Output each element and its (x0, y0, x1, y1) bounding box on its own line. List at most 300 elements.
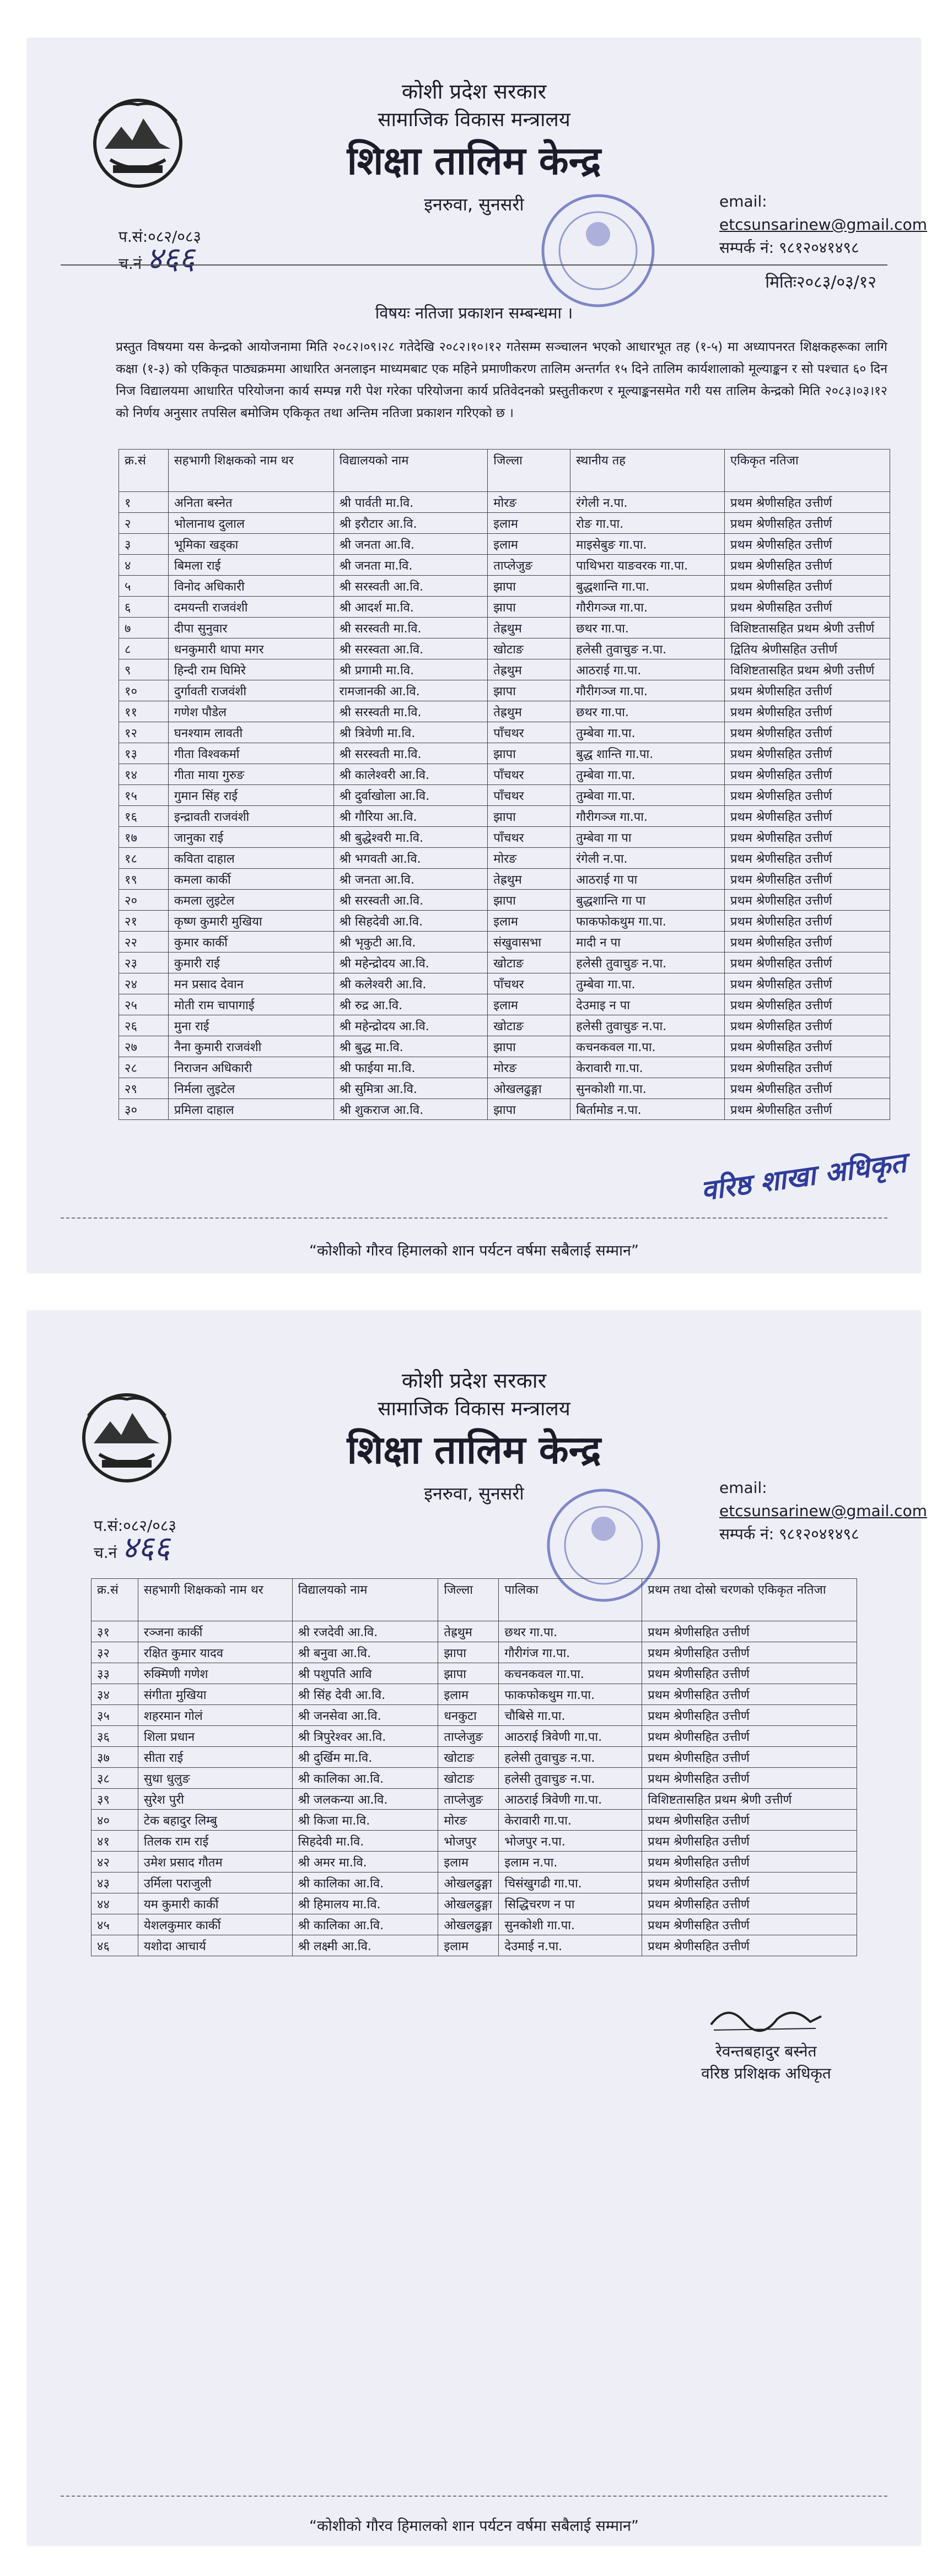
table-cell: सुनकोशी गा.पा. (570, 1078, 725, 1099)
table-cell: श्री सरस्वती मा.वि. (333, 618, 488, 638)
table-cell: प्रथम श्रेणीसहित उत्तीर्ण (642, 1852, 857, 1873)
table-cell: विशिष्टतासहित प्रथम श्रेणी उत्तीर्ण (725, 618, 890, 638)
table-row (91, 1852, 857, 1873)
table-cell: ४६ (91, 1935, 138, 1956)
table-cell: २७ (119, 1036, 169, 1057)
table-row (119, 827, 890, 848)
table-row (119, 513, 890, 534)
table-cell: सुनकोशी गा.पा. (499, 1914, 642, 1935)
table-cell: चौबिसे गा.पा. (499, 1705, 642, 1726)
table-cell: बिमला राई (168, 555, 333, 576)
table-cell: तिलक राम राई (138, 1831, 292, 1852)
table-cell: झापा (438, 1663, 499, 1684)
table-cell: देउमाइ न पा (570, 994, 725, 1015)
table-cell: प्रथम श्रेणीसहित उत्तीर्ण (725, 534, 890, 555)
table-cell: श्री जनता मा.वि. (333, 555, 488, 576)
table-cell: निर्मला लुइटेल (168, 1078, 333, 1099)
table-cell: इलाम (438, 1684, 499, 1705)
table-cell: २५ (119, 994, 169, 1015)
table-cell: टेक बहादुर लिम्बु (138, 1810, 292, 1831)
table-cell: प्रथम श्रेणीसहित उत्तीर्ण (642, 1935, 857, 1956)
table-cell: ३३ (91, 1663, 138, 1684)
signature-scribble (706, 2000, 827, 2038)
table-cell: यम कुमारी कार्की (138, 1893, 292, 1914)
table-cell: प्रथम श्रेणीसहित उत्तीर्ण (725, 722, 890, 743)
table-cell: श्री कालिका आ.वि. (292, 1768, 438, 1789)
table-cell: तेह्रथुम (438, 1621, 499, 1642)
table-cell: ३५ (91, 1705, 138, 1726)
table-cell: छथर गा.पा. (570, 618, 725, 638)
table-row (119, 597, 890, 618)
table-cell: ४१ (91, 1831, 138, 1852)
table-cell: ४३ (91, 1873, 138, 1893)
table-header-row (91, 1579, 857, 1621)
table-cell: २३ (119, 953, 169, 973)
table-row (119, 764, 890, 785)
table-cell: श्री दुर्वाखोला आ.वि. (333, 785, 488, 806)
table-cell: प्रथम श्रेणीसहित उत्तीर्ण (725, 492, 890, 513)
table-cell: तेह्रथुम (488, 701, 570, 722)
table-cell: इलाम (438, 1852, 499, 1873)
table-row (91, 1684, 857, 1705)
table-cell: तुम्बेवा गा.पा. (570, 722, 725, 743)
table-cell: कविता दाहाल (168, 848, 333, 869)
contact-info (719, 190, 927, 259)
table-cell: श्री बुद्ध मा.वि. (333, 1036, 488, 1057)
table-header-row (119, 450, 890, 492)
table-cell: ३१ (91, 1621, 138, 1642)
table-cell: श्री सरस्वती मा.वि. (333, 743, 488, 764)
table-cell: तुम्बेवा गा.पा. (570, 764, 725, 785)
table-cell: श्री भगवती आ.वि. (333, 848, 488, 869)
table-cell: श्री सरस्वती मा.वि. (333, 701, 488, 722)
table-cell: १६ (119, 806, 169, 827)
table-cell: प्रथम श्रेणीसहित उत्तीर्ण (642, 1726, 857, 1747)
table-row (119, 1036, 890, 1057)
table-cell: मोरङ (488, 1057, 570, 1078)
table-cell: श्री पार्वती मा.वि. (333, 492, 488, 513)
table-cell: खोटाङ (488, 953, 570, 973)
table-cell: श्री सरस्वता आ.वि. (333, 638, 488, 659)
table-row (91, 1893, 857, 1914)
table-row (91, 1621, 857, 1642)
table-cell: प्रथम श्रेणीसहित उत्तीर्ण (725, 1015, 890, 1036)
table-cell: श्री इरौटार आ.वि. (333, 513, 488, 534)
table-row (119, 890, 890, 911)
table-row (91, 1831, 857, 1852)
table-cell: श्री आदर्श मा.वि. (333, 597, 488, 618)
table-cell: १७ (119, 827, 169, 848)
table-cell: १ (119, 492, 169, 513)
email-link[interactable]: etcsunsarinew@gmail.com (719, 215, 928, 234)
table-cell: विशिष्टतासहित प्रथम श्रेणी उत्तीर्ण (642, 1789, 857, 1810)
table-cell: झापा (488, 680, 570, 701)
table-row (119, 1057, 890, 1078)
email-label: email: (719, 1479, 767, 1497)
table-row (119, 618, 890, 638)
table-cell: ५ (119, 576, 169, 597)
table-cell: तुम्बेवा गा.पा. (570, 973, 725, 994)
table-cell: छथर गा.पा. (499, 1621, 642, 1642)
ministry-name: सामाजिक विकास मन्त्रालय (378, 109, 570, 131)
table-cell: प्रथम श्रेणीसहित उत्तीर्ण (642, 1768, 857, 1789)
table-cell: मोरङ (488, 848, 570, 869)
table-cell: फाकफोकथुम गा.पा. (499, 1684, 642, 1705)
table-cell: श्री कालिका आ.वि. (292, 1873, 438, 1893)
table-cell: श्री महेन्द्रोदय आ.वि. (333, 1015, 488, 1036)
table-cell: श्री गौरिया आ.वि. (333, 806, 488, 827)
table-cell: भोजपुर न.पा. (499, 1831, 642, 1852)
contact-info (719, 1476, 927, 1546)
table-cell: विनोद अधिकारी (168, 576, 333, 597)
table-row (91, 1663, 857, 1684)
column-header: जिल्ला (438, 1579, 499, 1621)
table-cell: प्रथम श्रेणीसहित उत्तीर्ण (725, 932, 890, 953)
table-cell: प्रथम श्रेणीसहित उत्तीर्ण (642, 1810, 857, 1831)
table-cell: इलाम (488, 911, 570, 932)
table-cell: द्वितिय श्रेणीसहित उत्तीर्ण (725, 638, 890, 659)
table-cell: ६ (119, 597, 169, 618)
column-header: सहभागी शिक्षकको नाम थर (168, 450, 333, 492)
office-name: शिक्षा तालिम केन्द्र (347, 138, 601, 183)
table-cell: २८ (119, 1057, 169, 1078)
signature-block-2 (678, 2000, 854, 2085)
table-cell: तुम्बेवा गा पा (570, 827, 725, 848)
letter-date: मितिः२०८३/०३/१२ (765, 273, 876, 292)
column-header: सहभागी शिक्षकको नाम थर (138, 1579, 292, 1621)
table-cell: प्रथम श्रेणीसहित उत्तीर्ण (642, 1621, 857, 1642)
table-cell: प्रथम श्रेणीसहित उत्तीर्ण (725, 848, 890, 869)
table-cell: देउमाई न.पा. (499, 1935, 642, 1956)
table-cell: श्री किजा मा.वि. (292, 1810, 438, 1831)
table-cell: ओखलढुङ्गा (488, 1078, 570, 1099)
table-cell: श्री जनसेवा आ.वि. (292, 1705, 438, 1726)
email-label: email: (719, 192, 767, 210)
table-cell: ३२ (91, 1642, 138, 1663)
table-row (119, 701, 890, 722)
table-cell: ४ (119, 555, 169, 576)
table-cell: कचनकवल गा.पा. (570, 1036, 725, 1057)
table-cell: सिहदेवी मा.वि. (292, 1831, 438, 1852)
table-cell: श्री कालिका आ.वि. (292, 1914, 438, 1935)
table-cell: झापा (488, 1099, 570, 1120)
office-location: इनरुवा, सुनसरी (424, 194, 524, 215)
header-divider (61, 264, 887, 266)
table-cell: श्री जलकन्या आ.वि. (292, 1789, 438, 1810)
table-cell: प्रथम श्रेणीसहित उत्तीर्ण (725, 513, 890, 534)
table-row (119, 785, 890, 806)
table-cell: ४० (91, 1810, 138, 1831)
table-cell: निराजन अधिकारी (168, 1057, 333, 1078)
table-cell: श्री रुद्र आ.वि. (333, 994, 488, 1015)
table-row (119, 806, 890, 827)
table-row (91, 1789, 857, 1810)
table-cell: प्रथम श्रेणीसहित उत्तीर्ण (642, 1914, 857, 1935)
table-row (119, 994, 890, 1015)
table-cell: ३८ (91, 1768, 138, 1789)
dispatch-number: ४६६ (122, 1530, 170, 1566)
table-cell: ताप्लेजुङ (438, 1789, 499, 1810)
table-cell: उमेश प्रसाद गौतम (138, 1852, 292, 1873)
table-row (91, 1642, 857, 1663)
table-cell: झापा (488, 576, 570, 597)
table-row (119, 680, 890, 701)
table-cell: २० (119, 890, 169, 911)
table-cell: प्रथम श्रेणीसहित उत्तीर्ण (725, 953, 890, 973)
dispatch-number: ४६६ (147, 241, 195, 277)
table-cell: इलाम (438, 1935, 499, 1956)
table-cell: गौरीगञ्ज गा.पा. (570, 680, 725, 701)
table-cell: झापा (488, 890, 570, 911)
table-cell: विशिष्टतासहित प्रथम श्रेणी उत्तीर्ण (725, 659, 890, 680)
table-cell: चिसंखुगढी गा.पा. (499, 1873, 642, 1893)
table-cell: संगीता मुखिया (138, 1684, 292, 1705)
table-row (119, 743, 890, 764)
table-cell: अनिता बस्नेत (168, 492, 333, 513)
table-cell: हलेसी तुवाचुङ न.पा. (570, 1015, 725, 1036)
table-cell: प्रथम श्रेणीसहित उत्तीर्ण (725, 973, 890, 994)
column-header: क्र.सं (119, 450, 169, 492)
table-cell: शिला प्रधान (138, 1726, 292, 1747)
table-cell: प्रथम श्रेणीसहित उत्तीर्ण (725, 743, 890, 764)
table-cell: श्री त्रिपुरेश्वर आ.वि. (292, 1726, 438, 1747)
table-cell: इलाम (488, 534, 570, 555)
table-cell: प्रथम श्रेणीसहित उत्तीर्ण (725, 764, 890, 785)
table-cell: श्री अमर मा.वि. (292, 1852, 438, 1873)
table-cell: गीता विश्वकर्मा (168, 743, 333, 764)
table-row (119, 659, 890, 680)
table-cell: झापा (488, 743, 570, 764)
table-cell: ४४ (91, 1893, 138, 1914)
table-cell: प्रथम श्रेणीसहित उत्तीर्ण (725, 1078, 890, 1099)
table-cell: ३ (119, 534, 169, 555)
table-cell: कमला लुइटेल (168, 890, 333, 911)
table-cell: प्रथम श्रेणीसहित उत्तीर्ण (725, 1036, 890, 1057)
table-cell: २६ (119, 1015, 169, 1036)
signer-title: वरिष्ठ प्रशिक्षक अधिकृत (701, 2064, 831, 2082)
table-row (119, 953, 890, 973)
phone-number: ९८१२०४१४९८ (779, 239, 859, 257)
table-cell: श्री बनुवा आ.वि. (292, 1642, 438, 1663)
table-cell: बुद्ध शान्ति गा.पा. (570, 743, 725, 764)
table-cell: १५ (119, 785, 169, 806)
table-cell: मुना राई (168, 1015, 333, 1036)
table-cell: आठराई त्रिवेणी गा.पा. (499, 1726, 642, 1747)
table-cell: खोटाङ (488, 638, 570, 659)
table-cell: ३७ (91, 1747, 138, 1768)
table-row (91, 1935, 857, 1956)
table-row (91, 1810, 857, 1831)
table-cell: संखुवासभा (488, 932, 570, 953)
table-row (119, 492, 890, 513)
table-cell: मोती राम चापागाई (168, 994, 333, 1015)
table-cell: प्रथम श्रेणीसहित उत्तीर्ण (642, 1705, 857, 1726)
table-row (91, 1705, 857, 1726)
table-cell: कचनकवल गा.पा. (499, 1663, 642, 1684)
table-cell: हलेसी तुवाचुङ न.पा. (499, 1768, 642, 1789)
table-cell: २२ (119, 932, 169, 953)
table-cell: तेह्रथुम (488, 618, 570, 638)
footer-divider (61, 1217, 887, 1219)
table-cell: गुमान सिंह राई (168, 785, 333, 806)
office-name: शिक्षा तालिम केन्द्र (347, 1427, 601, 1473)
table-cell: खोटाङ (438, 1747, 499, 1768)
table-cell: यशोदा आचार्य (138, 1935, 292, 1956)
table-cell: श्री हिमालय मा.वि. (292, 1893, 438, 1914)
table-cell: प्रथम श्रेणीसहित उत्तीर्ण (725, 701, 890, 722)
table-cell: ताप्लेजुङ (488, 555, 570, 576)
table-cell: श्री प्रगामी मा.वि. (333, 659, 488, 680)
table-cell: सिद्धिचरण न पा (499, 1893, 642, 1914)
table-cell: श्री सरस्वती आ.वि. (333, 576, 488, 597)
table-cell: १३ (119, 743, 169, 764)
table-cell: श्री जनता आ.वि. (333, 534, 488, 555)
table-row (91, 1873, 857, 1893)
table-cell: पाँचथर (488, 827, 570, 848)
footer-slogan: “कोशीको गौरव हिमालको शान पर्यटन वर्षमा सबैलाई सम्मान” (309, 1242, 639, 1259)
table-row (119, 638, 890, 659)
column-header: क्र.सं (91, 1579, 138, 1621)
table-cell: ४५ (91, 1914, 138, 1935)
table-cell: ३४ (91, 1684, 138, 1705)
table-cell: मादी न पा (570, 932, 725, 953)
table-cell: मोरङ (488, 492, 570, 513)
column-header: प्रथम तथा दोस्रो चरणको एकिकृत नतिजा (642, 1579, 857, 1621)
table-row (119, 911, 890, 932)
table-cell: हलेसी तुवाचुङ न.पा. (499, 1747, 642, 1768)
table-cell: प्रथम श्रेणीसहित उत्तीर्ण (642, 1893, 857, 1914)
table-cell: येशलकुमार कार्की (138, 1914, 292, 1935)
table-cell: श्री जनता आ.वि. (333, 869, 488, 890)
table-cell: २४ (119, 973, 169, 994)
table-cell: तुम्बेवा गा.पा. (570, 785, 725, 806)
table-cell: ९ (119, 659, 169, 680)
table-cell: इलाम न.पा. (499, 1852, 642, 1873)
table-cell: १९ (119, 869, 169, 890)
table-cell: ४२ (91, 1852, 138, 1873)
table-cell: झापा (488, 1036, 570, 1057)
table-cell: मन प्रसाद देवान (168, 973, 333, 994)
table-cell: प्रथम श्रेणीसहित उत्तीर्ण (642, 1684, 857, 1705)
table-cell: श्री रजदेवी आ.वि. (292, 1621, 438, 1642)
table-cell: प्रथम श्रेणीसहित उत्तीर्ण (725, 597, 890, 618)
table-cell: धनकुटा (438, 1705, 499, 1726)
table-cell: पाँचथर (488, 764, 570, 785)
fiscal-year: प.सं:०८२/०८३ (119, 228, 201, 246)
table-cell: श्री शुकराज आ.वि. (333, 1099, 488, 1120)
column-header: जिल्ला (488, 450, 570, 492)
government-name: कोशी प्रदेश सरकार (401, 79, 547, 104)
table-cell: प्रथम श्रेणीसहित उत्तीर्ण (642, 1831, 857, 1852)
table-cell: श्री फाईया मा.वि. (333, 1057, 488, 1078)
table-cell: पाथिभरा याङवरक गा.पा. (570, 555, 725, 576)
table-cell: श्री कलेश्वरी आ.वि. (333, 973, 488, 994)
table-cell: २१ (119, 911, 169, 932)
table-cell: झापा (488, 597, 570, 618)
table-cell: गणेश पौडेल (168, 701, 333, 722)
reference-numbers (94, 1515, 176, 1564)
table-cell: पाँचथर (488, 785, 570, 806)
table-cell: गौरीगंज गा.पा. (499, 1642, 642, 1663)
table-row (91, 1747, 857, 1768)
table-cell: दीपा सुनुवार (168, 618, 333, 638)
table-cell: इन्द्रावती राजवंशी (168, 806, 333, 827)
column-header: पालिका (499, 1579, 642, 1621)
table-cell: श्री बुद्धेश्वरी मा.वि. (333, 827, 488, 848)
officer-title-stamp: वरिष्ठ शाखा अधिकृत (698, 1146, 908, 1207)
table-cell: प्रथम श्रेणीसहित उत्तीर्ण (725, 827, 890, 848)
table-cell: प्रथम श्रेणीसहित उत्तीर्ण (725, 555, 890, 576)
reference-numbers (119, 226, 201, 275)
table-cell: इलाम (488, 513, 570, 534)
phone-number: ९८१२०४१४९८ (779, 1525, 859, 1543)
table-cell: हिन्दी राम घिमिरे (168, 659, 333, 680)
table-cell: सीता राई (138, 1747, 292, 1768)
table-cell: जानुका राई (168, 827, 333, 848)
results-table-2 (91, 1578, 857, 1956)
table-cell: श्री कालेश्वरी आ.वि. (333, 764, 488, 785)
table-row (91, 1726, 857, 1747)
table-cell: २९ (119, 1078, 169, 1099)
table-cell: पाँचथर (488, 973, 570, 994)
phone-label: सम्पर्क नं: (719, 239, 774, 257)
table-cell: प्रथम श्रेणीसहित उत्तीर्ण (725, 869, 890, 890)
table-row (119, 555, 890, 576)
table-cell: मोरङ (438, 1810, 499, 1831)
table-cell: तेह्रथुम (488, 659, 570, 680)
table-cell: खोटाङ (488, 1015, 570, 1036)
table-cell: हलेसी तुवाचुङ न.पा. (570, 953, 725, 973)
table-cell: आठराई गा पा (570, 869, 725, 890)
signer-name: रेवन्तबहादुर बस्नेत (715, 2042, 817, 2060)
table-cell: भूमिका खड्का (168, 534, 333, 555)
column-header: स्थानीय तह (570, 450, 725, 492)
table-cell: श्री सरस्वती आ.वि. (333, 890, 488, 911)
table-cell: श्री लक्ष्मी आ.वि. (292, 1935, 438, 1956)
table-cell: प्रथम श्रेणीसहित उत्तीर्ण (642, 1873, 857, 1893)
signature-block-1 (698, 1146, 908, 1207)
letter-subject: विषयः नतिजा प्रकाशन सम्बन्धमा । (375, 304, 573, 322)
fiscal-year: प.सं:०८२/०८३ (94, 1517, 176, 1535)
table-row (119, 1099, 890, 1120)
table-row (119, 722, 890, 743)
table-cell: प्रथम श्रेणीसहित उत्तीर्ण (725, 680, 890, 701)
table-cell: नैना कुमारी राजवंशी (168, 1036, 333, 1057)
table-cell: दुर्गावती राजवंशी (168, 680, 333, 701)
table-cell: ३६ (91, 1726, 138, 1747)
table-cell: रुक्मिणी गणेश (138, 1663, 292, 1684)
table-cell: श्री सुमित्रा आ.वि. (333, 1078, 488, 1099)
table-cell: १४ (119, 764, 169, 785)
table-cell: १२ (119, 722, 169, 743)
table-cell: भोजपुर (438, 1831, 499, 1852)
table-cell: बुद्धशान्ति गा.पा. (570, 576, 725, 597)
table-cell: प्रमिला दाहाल (168, 1099, 333, 1120)
table-cell: रञ्जना कार्की (138, 1621, 292, 1642)
results-table-1 (119, 449, 890, 1120)
table-cell: ८ (119, 638, 169, 659)
table-cell: आठराई गा.पा. (570, 659, 725, 680)
table-cell: प्रथम श्रेणीसहित उत्तीर्ण (725, 806, 890, 827)
table-cell: कमला कार्की (168, 869, 333, 890)
table-cell: प्रथम श्रेणीसहित उत्तीर्ण (725, 785, 890, 806)
table-cell: हलेसी तुवाचुङ न.पा. (570, 638, 725, 659)
ministry-name: सामाजिक विकास मन्त्रालय (378, 1398, 570, 1420)
table-cell: पाँचथर (488, 722, 570, 743)
table-cell: छथर गा.पा. (570, 701, 725, 722)
table-cell: २ (119, 513, 169, 534)
email-link[interactable]: etcsunsarinew@gmail.com (719, 1502, 928, 1520)
